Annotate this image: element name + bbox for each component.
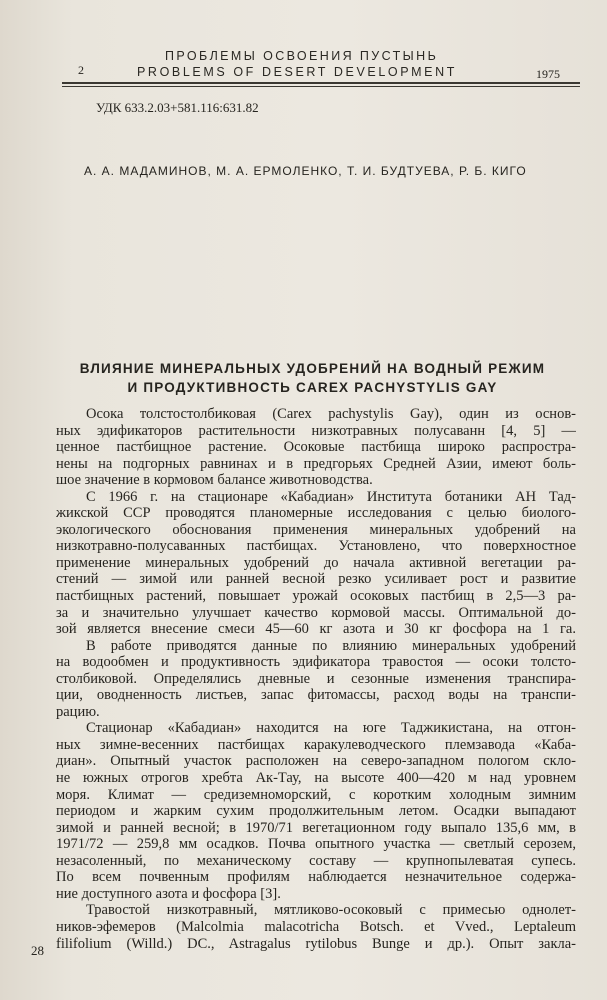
body-line: рацию. [56,703,100,720]
body-line: В работе приводятся данные по влиянию минеральных удобрений [86,637,576,654]
body-line: ценное пастбищное растение. Осоковые пастбища широко распростра- [56,439,576,456]
body-line: на водообмен и продуктивность эдификатора травостоя — осоки толсто- [56,654,576,671]
body-line: filifolium (Willd.) DC., Astragalus rytilobus Bunge и др.). Опыт закла- [56,935,576,952]
body-line: нены на подгорных равнинах и в предгорьях Средней Азии, имеют боль- [56,455,576,472]
authors-line: А. А. МАДАМИНОВ, М. А. ЕРМОЛЕНКО, Т. И. БУДТУЕВА, Р. Б. КИГО [84,164,527,178]
journal-title-en: PROBLEMS OF DESERT DEVELOPMENT [137,65,457,79]
body-line: ников-эфемеров (Malcolmia malacotricha Botsch. et Vved., Leptaleum [56,918,576,935]
body-line: диан». Опытный участок расположен на северо-западном пологом скло- [56,753,576,770]
body-line: ние доступного азота и фосфора [3]. [56,885,281,902]
body-line: ных эдификаторов растительности низкотравных полусаванн [4, 5] — [56,422,576,439]
body-line: Травостой низкотравный, мятликово-осоковый с примесью однолет- [86,902,576,919]
body-line: шое значение в кормовом балансе животноводства. [56,472,373,489]
journal-title-ru: ПРОБЛЕМЫ ОСВОЕНИЯ ПУСТЫНЬ [165,49,439,63]
body-line: зимой и ранней весной; в 1970/71 вегетационном году выпало 135,6 мм, в [56,819,576,836]
body-line: не южных отрогов хребта Ак-Тау, на высоте 400—420 м над уровнем [56,770,576,787]
udc-code: УДК 633.2.03+581.116:631.82 [96,100,259,115]
body-line: применение минеральных удобрений до начала активной вегетации ра- [56,554,576,571]
article-title-line-2: И ПРОДУКТИВНОСТЬ CAREX PACHYSTYLIS GAY [127,380,498,395]
body-line: моря. Климат — средиземноморский, с коротким холодным зимним [56,786,576,803]
body-line: периодом и жарким сухим продолжительным летом. Осадки выпадают [56,803,576,820]
article-title-line-1: ВЛИЯНИЕ МИНЕРАЛЬНЫХ УДОБРЕНИЙ НА ВОДНЫЙ РЕЖИМ [79,361,546,376]
body-line: Осока толстостолбиковая (Carex pachystylis Gay), один из основ- [86,406,576,422]
body-line: низкотравно-полусаванных пастбищах. Установлено, что поверхностное [56,538,576,555]
body-line: С 1966 г. на стационаре «Кабадиан» Института ботаники АН Тад- [86,488,576,505]
body-line: ных зимне-весенних пастбищах каракулеводческого племзавода «Каба- [56,736,576,753]
issue-year: 1975 [536,67,560,81]
body-line: ции, оводненность листьев, запас фитомассы, расход воды на транспи- [56,687,576,704]
body-line: Стационар «Кабадиан» находится на юге Таджикистана, на отгон- [86,720,576,737]
body-line: за и значительно улучшает качество кормовой массы. Оптимальной до- [56,604,576,621]
article-body [56,406,576,952]
body-line: экологического обоснования применения минеральных удобрений на [56,521,576,538]
page-number: 28 [31,943,44,958]
body-line: зой является внесение смеси 45—60 кг азота и 30 кг фосфора на 1 га. [56,621,576,638]
body-line: столбиковой. Определялись дневные и сезонные изменения транспира- [56,670,576,687]
body-line: стений — зимой или ранней весной резко усиливает рост и развитие [56,571,576,588]
body-line: жикской ССР проводятся планомерные исследования с целью биолого- [56,505,576,522]
body-line: 1971/72 — 259,8 мм осадков. Почва опытного участка — светлый серозем, [56,836,576,853]
header-rule-thin [62,86,580,87]
header-rule-thick [62,82,580,84]
issue-number: 2 [78,63,84,77]
body-line: незасоленный, по механическому составу — крупнопылеватая супесь. [56,852,576,869]
body-line: По всем почвенным профилям наблюдается незначительное содержа- [56,869,576,886]
body-line: пастбищных растений, повышает урожай осоковых пастбищ в 2,5—3 ра- [56,588,576,605]
